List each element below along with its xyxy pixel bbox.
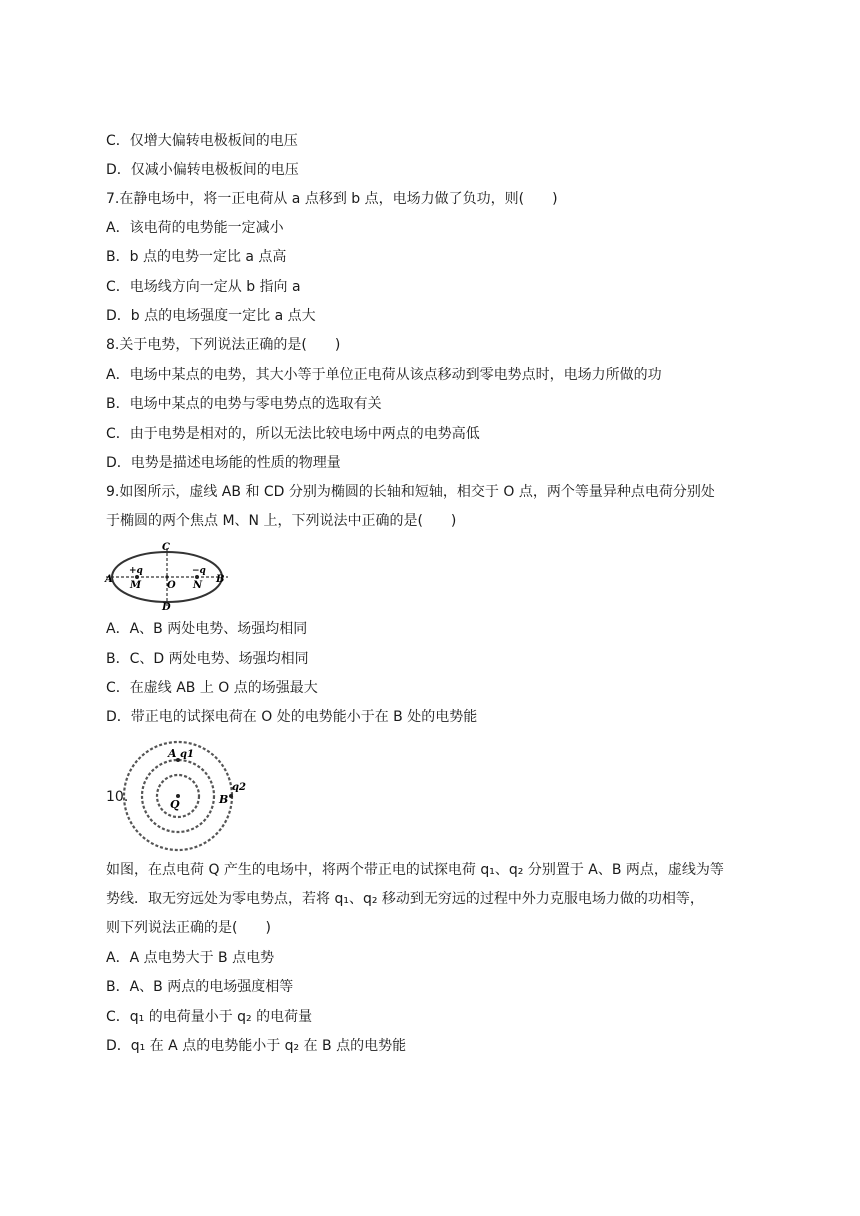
question-7-stem: 7.在静电场中，将一正电荷从 a 点移到 b 点，电场力做了负功，则( ) <box>106 191 558 207</box>
fig10-label-B: B <box>219 793 229 806</box>
option-6C: C．仅增大偏转电极板间的电压 <box>106 133 298 149</box>
fig9-label-minus-q: −q <box>192 566 206 576</box>
fig10-label-q2: q2 <box>232 782 246 793</box>
option-8A: A．电场中某点的电势，其大小等于单位正电荷从该点移动到零电势点时，电场力所做的功 <box>106 367 662 383</box>
fig10-label-Q: Q <box>170 798 180 811</box>
fig9-label-plus-q: +q <box>129 566 143 576</box>
fig9-label-O: O <box>167 580 176 591</box>
option-8B: B．电场中某点的电势与零电势点的选取有关 <box>106 396 382 412</box>
option-8C: C．由于电势是相对的，所以无法比较电场中两点的电势高低 <box>106 426 480 442</box>
question-9-stem-line2: 于椭圆的两个焦点 M、N 上，下列说法中正确的是( ) <box>106 513 457 529</box>
option-7D: D．b 点的电场强度一定比 a 点大 <box>106 308 316 324</box>
question-8-stem: 8.关于电势，下列说法正确的是( ) <box>106 337 341 353</box>
fig9-label-D: D <box>162 602 171 612</box>
option-8D: D．电势是描述电场能的性质的物理量 <box>106 455 341 471</box>
option-10B: B．A、B 两点的电场强度相等 <box>106 979 294 995</box>
fig10-label-A: A <box>168 747 177 760</box>
question-10-stem-line2: 势线．取无穷远处为零电势点，若将 q₁、q₂ 移动到无穷远的过程中外力克服电场力做的功相等， <box>106 891 704 907</box>
option-9D: D．带正电的试探电荷在 O 处的电势能小于在 B 处的电势能 <box>106 709 478 725</box>
question-10-stem-line3: 则下列说法正确的是( ) <box>106 920 271 936</box>
fig9-label-C: C <box>162 542 170 553</box>
option-10C: C．q₁ 的电荷量小于 q₂ 的电荷量 <box>106 1009 313 1025</box>
fig10-label-q1: q1 <box>180 749 194 760</box>
fig9-label-A: A <box>105 574 113 585</box>
fig9-label-M: M <box>130 580 142 591</box>
option-9A: A．A、B 两处电势、场强均相同 <box>106 621 308 637</box>
figure-9-ellipse <box>104 540 234 612</box>
option-7C: C．电场线方向一定从 b 指向 a <box>106 279 301 295</box>
option-6D: D．仅减小偏转电极板间的电压 <box>106 162 299 178</box>
question-9-stem-line1: 9.如图所示，虚线 AB 和 CD 分别为椭圆的长轴和短轴，相交于 O 点，两个等量异种点电荷分别处 <box>106 484 715 500</box>
fig9-label-B: B <box>216 574 225 585</box>
fig9-label-N: N <box>193 580 203 591</box>
option-7B: B．b 点的电势一定比 a 点高 <box>106 249 287 265</box>
question-10-stem-line1: 如图，在点电荷 Q 产生的电场中，将两个带正电的试探电荷 q₁、q₂ 分别置于 A、B 两点，虚线为等 <box>106 862 724 878</box>
option-10D: D．q₁ 在 A 点的电势能小于 q₂ 在 B 点的电势能 <box>106 1038 407 1054</box>
option-9B: B．C、D 两处电势、场强均相同 <box>106 651 309 667</box>
option-7A: A．该电荷的电势能一定减小 <box>106 220 284 236</box>
figure-10-equipotentials <box>120 737 250 855</box>
option-9C: C．在虚线 AB 上 O 点的场强最大 <box>106 680 318 696</box>
question-10-number: 10. <box>106 789 129 805</box>
option-10A: A．A 点电势大于 B 点电势 <box>106 950 275 966</box>
